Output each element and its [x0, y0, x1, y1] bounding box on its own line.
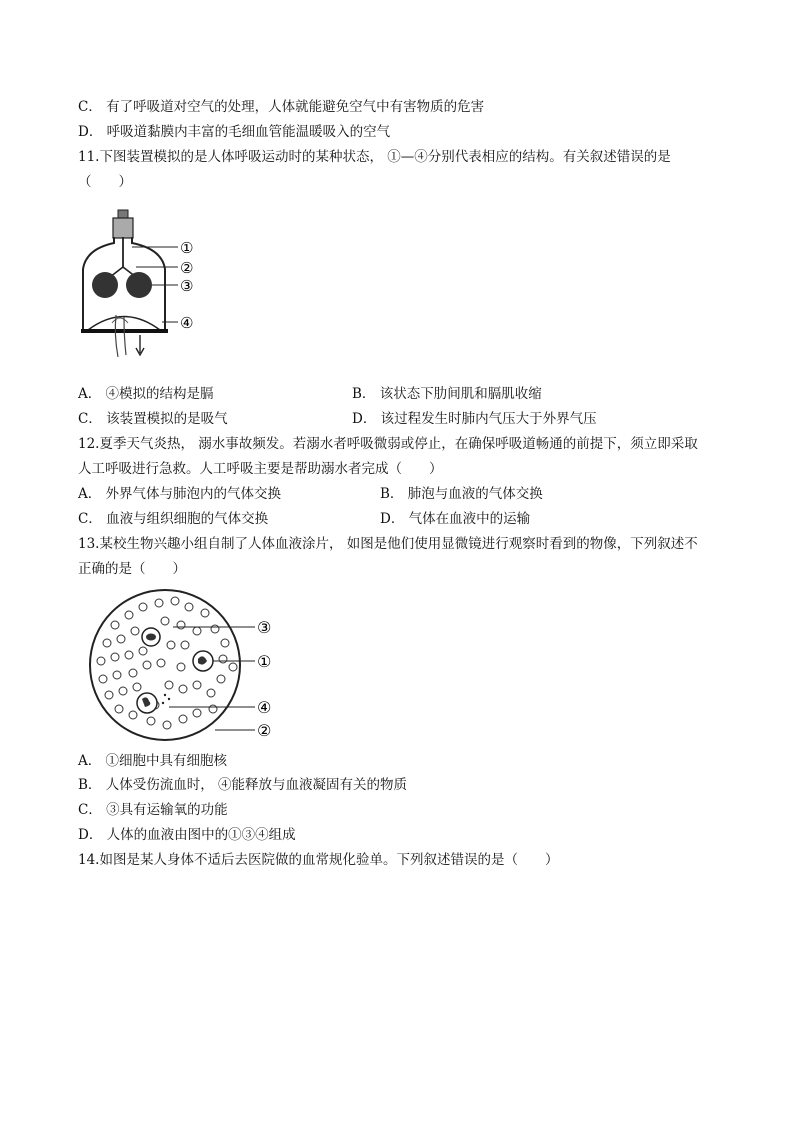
white-blood-cell-1 [142, 628, 160, 646]
q11-option-b: B． 该状态下肋间肌和膈肌收缩 [352, 386, 542, 402]
q11-option-c: C． 该装置模拟的是吸气 [78, 411, 228, 427]
q12-stem-line1: 12.夏季天气炎热， 溺水事故频发。若溺水者呼吸微弱或停止，在确保呼吸道畅通的前提下，须立即采取 [78, 436, 698, 452]
bell-jar-breathing-model-figure [76, 205, 216, 365]
q11-option-a: A． ④模拟的结构是膈 [78, 386, 214, 402]
label-3: ③ [257, 618, 272, 637]
label-4: ④ [180, 314, 194, 332]
q11-stem: 11.下图装置模拟的是人体呼吸运动时的某种状态， ①—④分别代表相应的结构。有关叙述错误的是 [78, 149, 671, 165]
q10-option-d: D． 呼吸道黏膜内丰富的毛细血管能温暖吸入的空气 [78, 124, 391, 140]
label-1: ① [257, 652, 272, 671]
q14-stem: 14.如图是某人身体不适后去医院做的血常规化验单。下列叙述错误的是（ ） [78, 852, 559, 868]
q11-answer-paren: （ ） [78, 174, 132, 190]
q13-option-b: B． 人体受伤流血时， ④能释放与血液凝固有关的物质 [78, 777, 408, 793]
label-3: ③ [180, 277, 194, 295]
white-blood-cell-3 [137, 693, 157, 713]
q13-stem-line2: 正确的是（ ） [78, 561, 186, 577]
q12-option-c: C． 血液与组织细胞的气体交换 [78, 511, 269, 527]
q13-option-c: C． ③具有运输氧的功能 [78, 802, 228, 818]
label-2: ② [180, 259, 194, 277]
q13-stem-line1: 13.某校生物兴趣小组自制了人体血液涂片， 如图是他们使用显微镜进行观察时看到的物像，下列叙述不 [78, 536, 698, 552]
label-2: ② [257, 721, 272, 740]
q12-option-b: B． 肺泡与血液的气体交换 [380, 486, 543, 502]
q13-option-a: A． ①细胞中具有细胞核 [78, 753, 228, 769]
white-blood-cell-2 [193, 651, 213, 671]
q12-stem-line2: 人工呼吸进行急救。人工呼吸主要是帮助溺水者完成（ ） [78, 461, 443, 477]
q13-option-d: D． 人体的血液由图中的①③④组成 [78, 827, 296, 843]
label-1: ① [180, 239, 194, 257]
q10-option-c: C． 有了呼吸道对空气的处理，人体就能避免空气中有害物质的危害 [78, 99, 485, 115]
q12-option-a: A． 外界气体与肺泡内的气体交换 [78, 486, 282, 502]
label-4: ④ [257, 698, 272, 717]
q11-option-d: D． 该过程发生时肺内气压大于外界气压 [352, 411, 597, 427]
q12-option-d: D． 气体在血液中的运输 [380, 511, 531, 527]
blood-smear-microscope-figure [85, 585, 285, 745]
